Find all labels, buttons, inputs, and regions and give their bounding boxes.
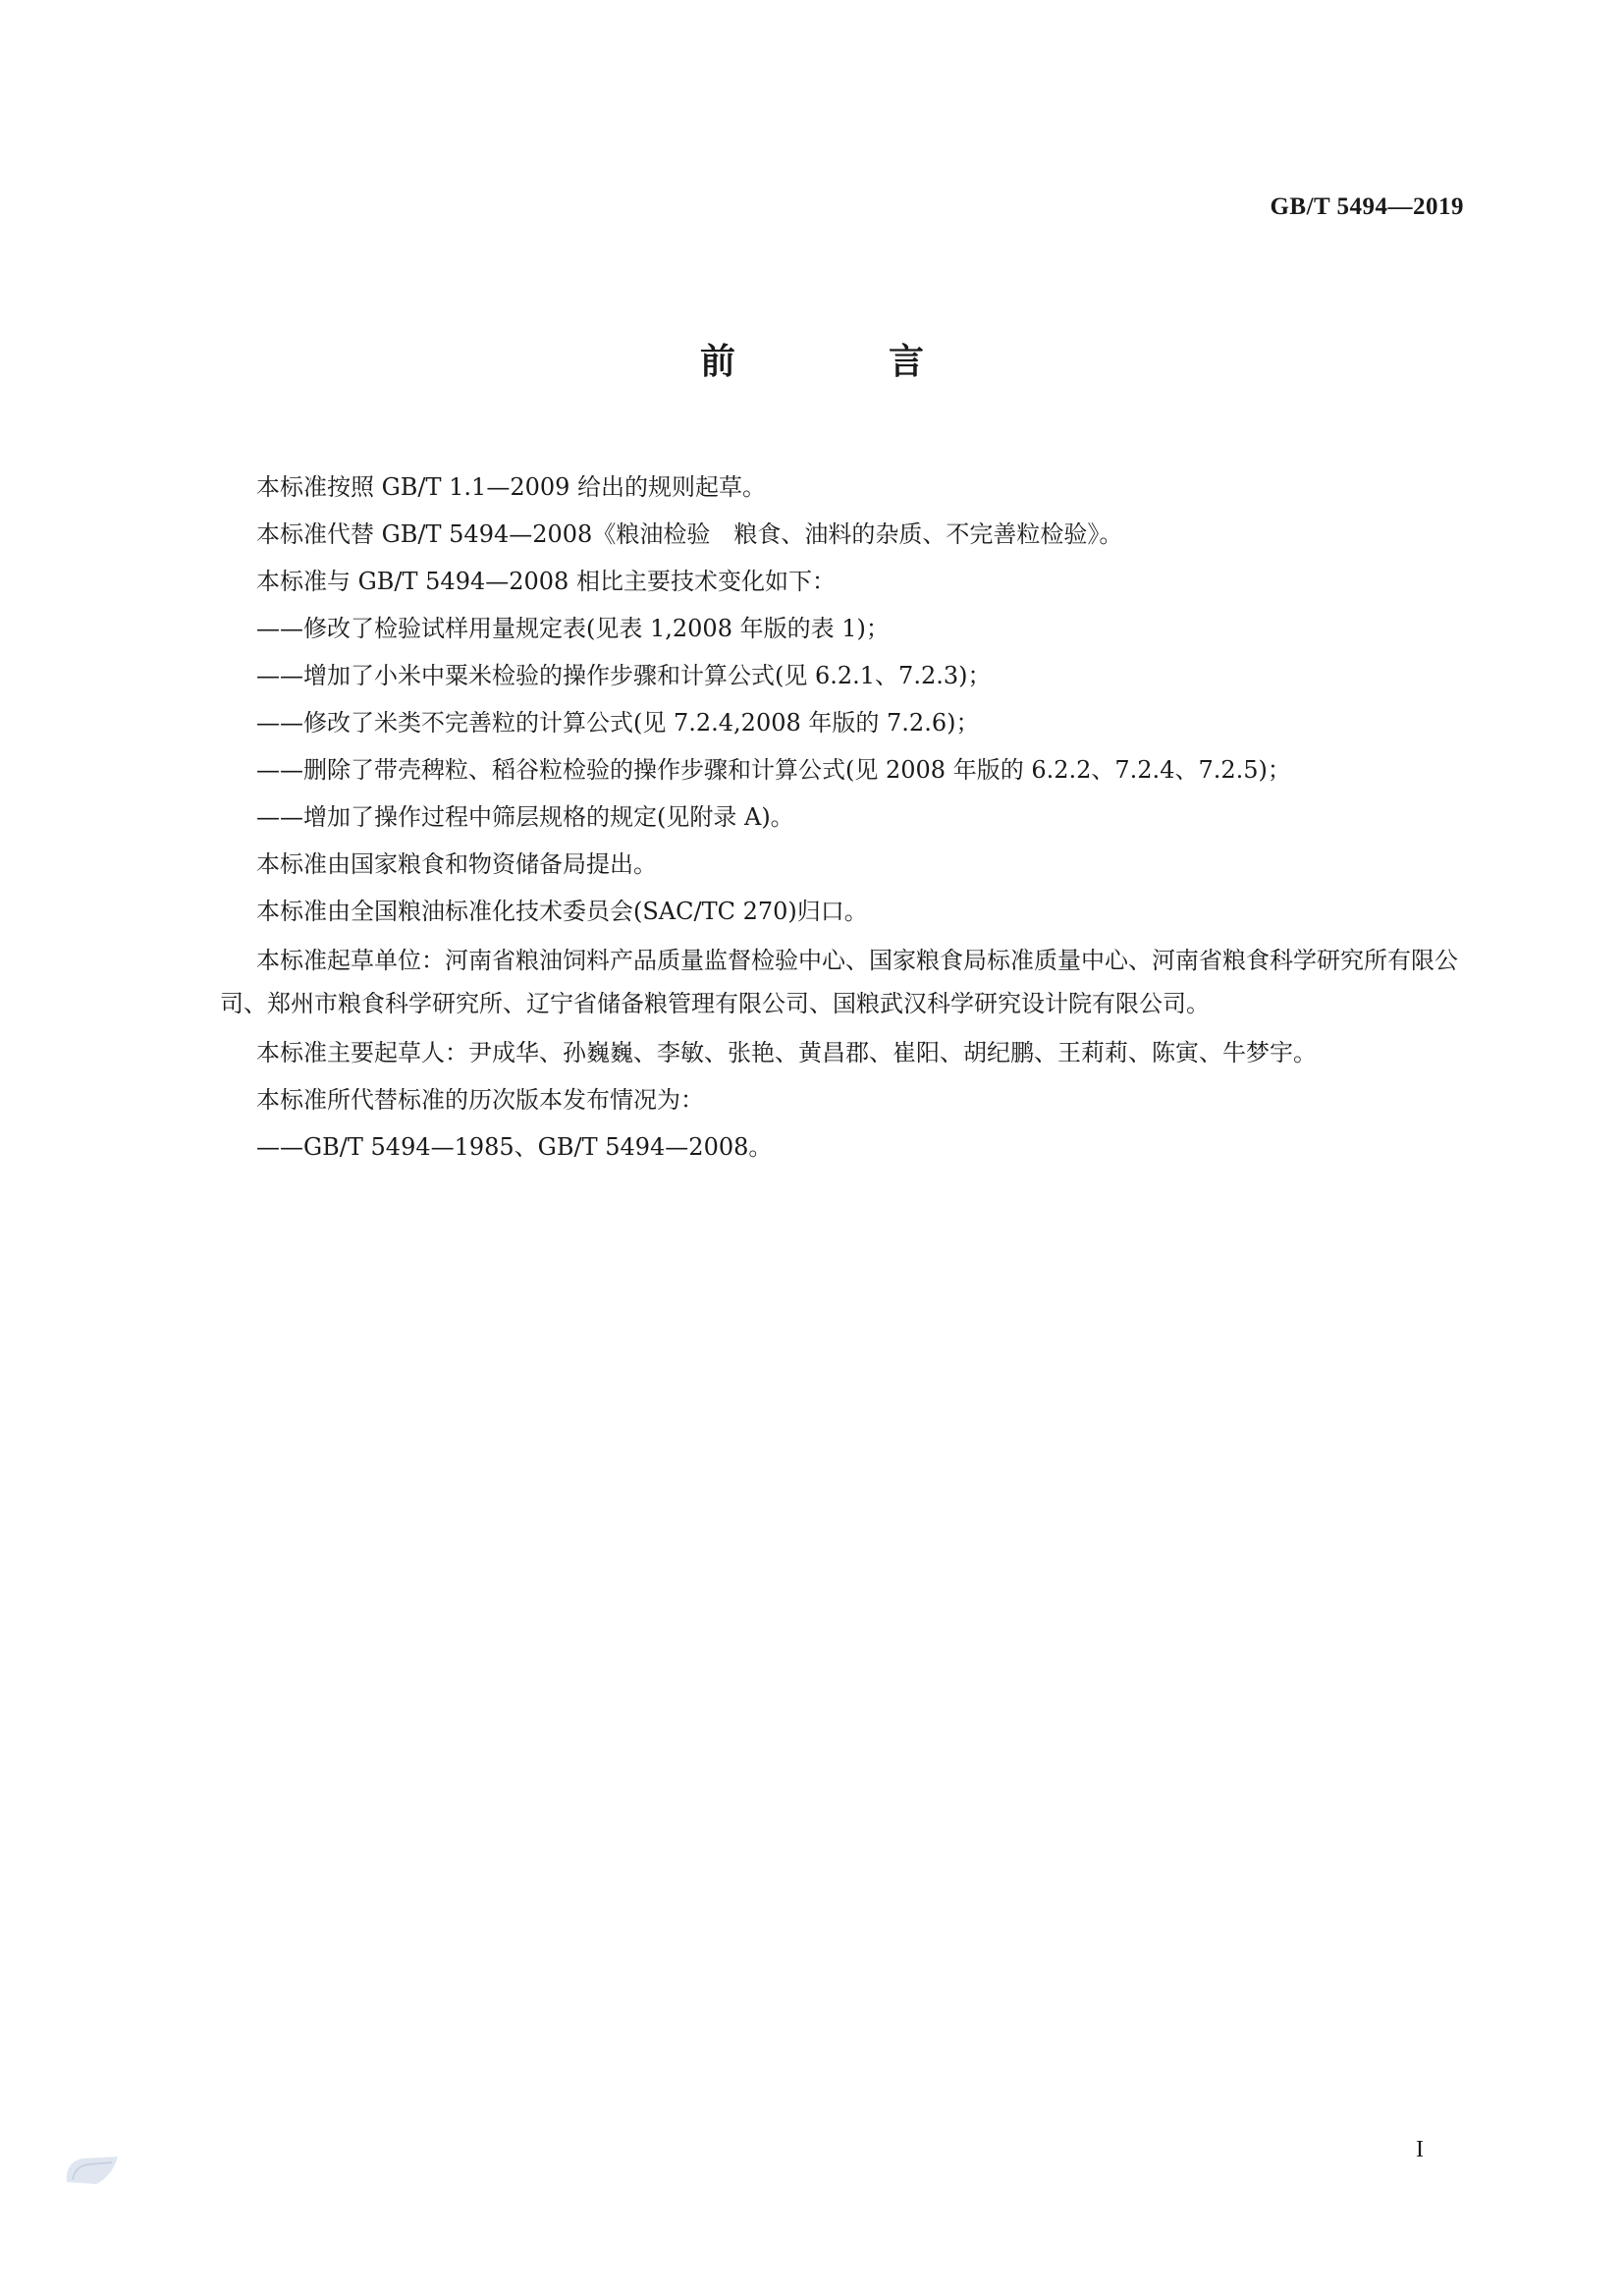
document-code: GB/T 5494—2019 <box>1270 193 1464 220</box>
list-item-history: ——GB/T 5494—1985、GB/T 5494—2008。 <box>256 1133 773 1161</box>
page-number: I <box>1416 2137 1424 2162</box>
paragraph-proposed-by: 本标准由国家粮食和物资储备局提出。 <box>256 850 657 878</box>
paragraph-under-jurisdiction: 本标准由全国粮油标准化技术委员会(SAC/TC 270)归口。 <box>256 898 868 925</box>
paragraph-history-intro: 本标准所代替标准的历次版本发布情况为： <box>256 1086 704 1114</box>
page-title: 前 言 <box>699 342 983 382</box>
paragraph-drafters: 本标准主要起草人：尹成华、孙巍巍、李敏、张艳、黄昌郡、崔阳、胡纪鹏、王莉莉、陈寅、牛梦宇。 <box>256 1039 1317 1066</box>
paragraph-drafting-rules: 本标准按照 GB/T 1.1—2009 给出的规则起草。 <box>256 473 767 501</box>
paragraph-changes-intro: 本标准与 GB/T 5494—2008 相比主要技术变化如下： <box>256 568 836 595</box>
paragraph-replaces: 本标准代替 GB/T 5494—2008《粮油检验 粮食、油料的杂质、不完善粒检验》。 <box>256 520 1123 548</box>
list-item-change: ——修改了检验试样用量规定表(见表 1,2008 年版的表 1)； <box>256 615 890 642</box>
list-item-change: ——修改了米类不完善粒的计算公式(见 7.2.4,2008 年版的 7.2.6)； <box>256 709 980 737</box>
list-item-change: ——增加了操作过程中筛层规格的规定(见附录 A)。 <box>256 803 794 831</box>
list-item-change: ——增加了小米中粟米检验的操作步骤和计算公式(见 6.2.1、7.2.3)； <box>256 662 992 689</box>
foreword-body <box>220 467 1467 1175</box>
sac-logo-icon <box>63 2153 122 2190</box>
list-item-change: ——删除了带壳稗粒、稻谷粒检验的操作步骤和计算公式(见 2008 年版的 6.2.2、7.2.4、7.2.5)； <box>256 756 1291 784</box>
paragraph-drafting-units: 本标准起草单位：河南省粮油饲料产品质量监督检验中心、国家粮食局标准质量中心、河南省粮食科学研究所有限公司、郑州市粮食科学研究所、辽宁省储备粮管理有限公司、国粮武汉科学研究设计院有限公司。 <box>220 947 1458 1017</box>
